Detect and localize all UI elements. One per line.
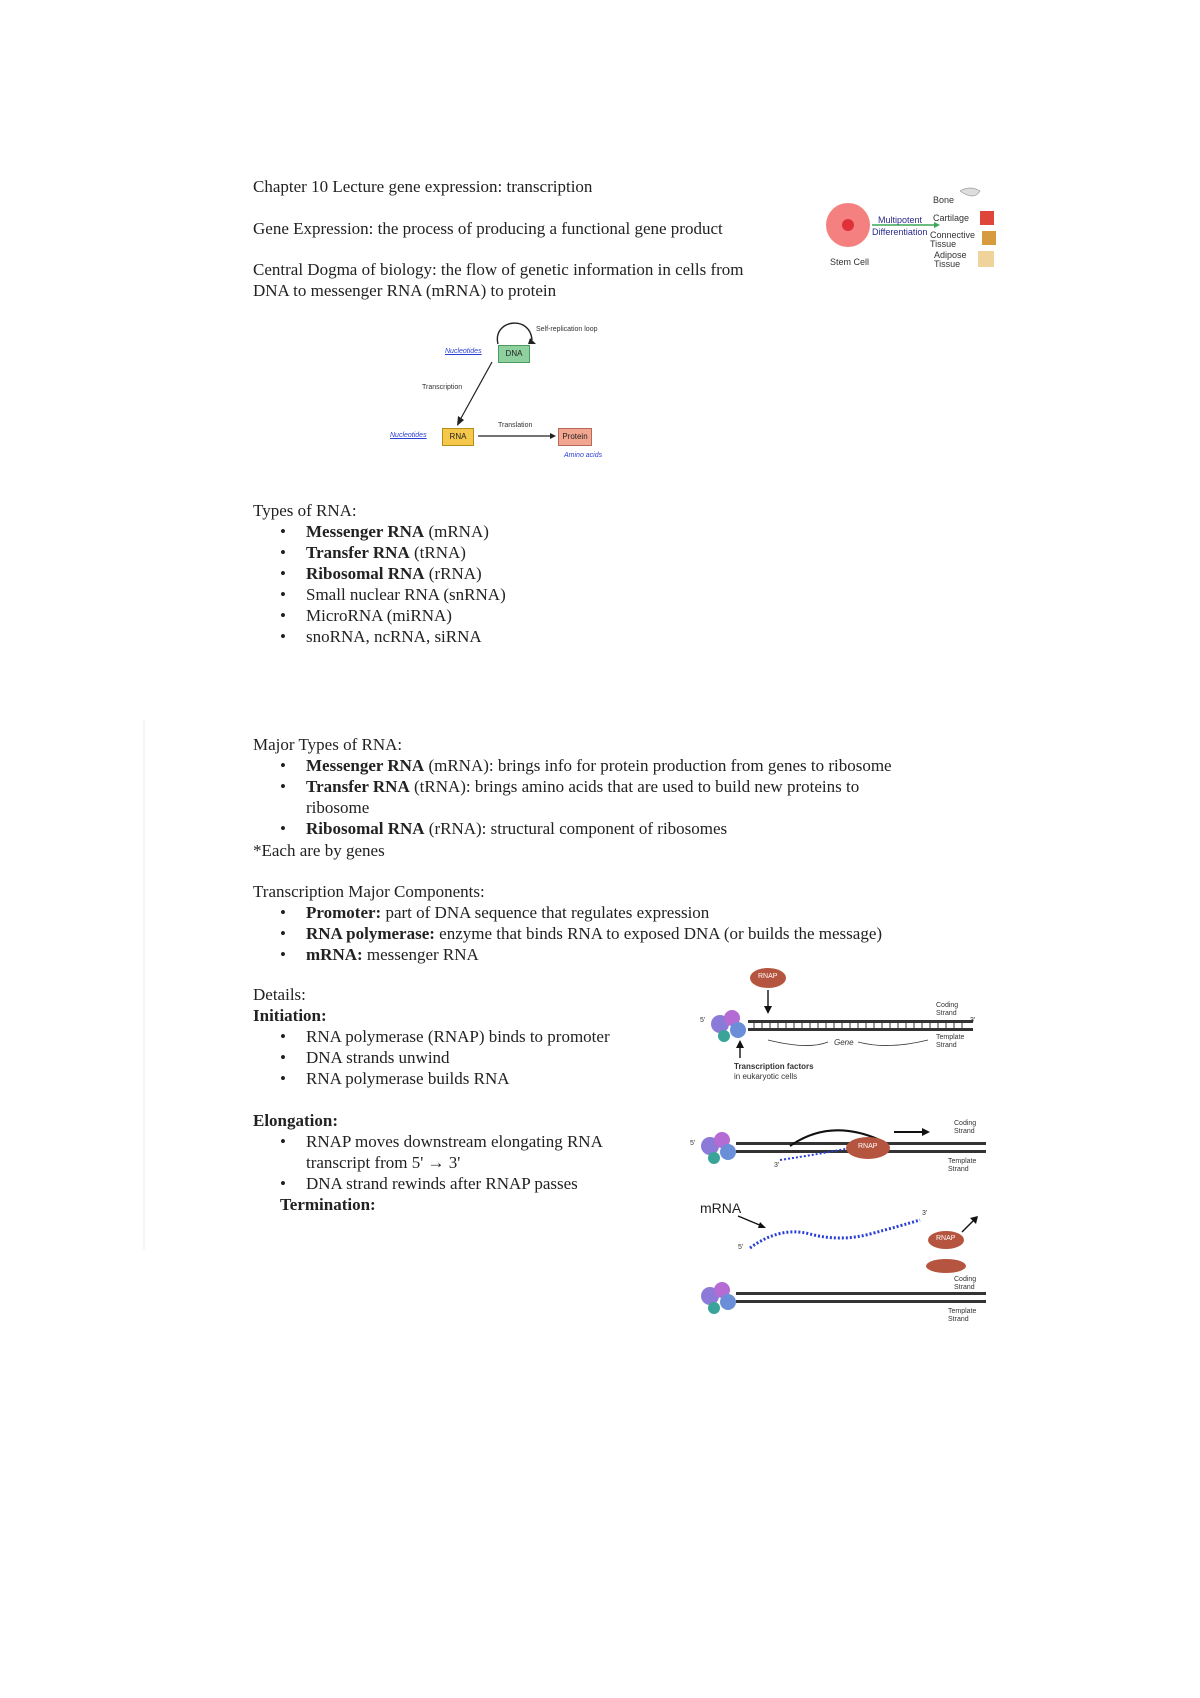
list-item: • Small nuclear RNA (snRNA) bbox=[278, 584, 506, 605]
elongation-list bbox=[278, 1131, 628, 1194]
label-stem-cell: Stem Cell bbox=[830, 257, 870, 267]
amino-acids-label[interactable]: Amino acids bbox=[564, 452, 603, 459]
details-heading: Details: bbox=[253, 985, 306, 1004]
list-item: • DNA strands unwind bbox=[278, 1047, 610, 1068]
label-differentiation: Differentiation bbox=[872, 227, 928, 237]
types-heading: Types of RNA: bbox=[253, 501, 357, 520]
dna-box: DNA bbox=[498, 345, 530, 363]
label-connective: Connective Tissue bbox=[930, 230, 976, 249]
template-strand-label: Template Strand bbox=[936, 1034, 965, 1049]
elongation-diagram bbox=[690, 1116, 990, 1180]
mrna-strand bbox=[750, 1220, 920, 1248]
elongation-heading: Elongation: bbox=[253, 1111, 339, 1130]
page-2-edge bbox=[143, 720, 145, 1250]
rnap-label: RNAP bbox=[758, 973, 778, 980]
termination-heading: Termination: bbox=[280, 1195, 376, 1214]
coding-strand-label: Coding Strand bbox=[954, 1276, 977, 1291]
three-prime-label: 3' bbox=[970, 1017, 976, 1024]
five-prime-label: 5' bbox=[738, 1244, 744, 1251]
components-heading: Transcription Major Components: bbox=[253, 882, 485, 901]
label-multipotent: Multipotent bbox=[878, 215, 923, 225]
elongation-figure bbox=[690, 1116, 990, 1180]
list-item: • mRNA: messenger RNA bbox=[278, 944, 882, 965]
termination-figure bbox=[690, 1196, 990, 1326]
components-list bbox=[278, 902, 882, 965]
page-title: Chapter 10 Lecture gene expression: transcription bbox=[253, 177, 593, 196]
protein-box: Protein bbox=[558, 428, 592, 446]
central-dogma-figure bbox=[380, 310, 620, 470]
rna-box: RNA bbox=[442, 428, 474, 446]
nucleotides-bottom-label[interactable]: Nucleotides bbox=[390, 432, 427, 439]
initiation-figure bbox=[698, 962, 978, 1090]
self-replication-loop bbox=[497, 323, 532, 344]
label-cartilage: Cartilage bbox=[933, 213, 970, 223]
template-strand-label: Template Strand bbox=[948, 1308, 977, 1323]
translation-label: Translation bbox=[498, 422, 533, 429]
mrna-label: mRNA bbox=[700, 1200, 742, 1216]
dna-template-strand bbox=[748, 1028, 973, 1031]
transcription-label: Transcription bbox=[422, 384, 463, 391]
rna-types-list bbox=[278, 521, 506, 647]
list-item: • Transfer RNA (tRNA) bbox=[278, 542, 506, 563]
list-item: • Transfer RNA (tRNA): brings amino acids that are used to build new proteins to ribosome bbox=[278, 776, 896, 818]
coding-strand-label: Coding Strand bbox=[936, 1002, 959, 1017]
adipose-tissue-icon bbox=[978, 251, 994, 267]
list-item: • DNA strand rewinds after RNAP passes bbox=[278, 1173, 628, 1194]
list-item: • RNAP moves downstream elongating RNA transcript from 5' → 3' bbox=[278, 1131, 606, 1173]
list-item: • RNA polymerase (RNAP) binds to promoter bbox=[278, 1026, 610, 1047]
list-item: • Ribosomal RNA (rRNA): structural component of ribosomes bbox=[278, 818, 938, 839]
tf-label-2: in eukaryotic cells bbox=[734, 1072, 798, 1081]
central-dogma-diagram bbox=[380, 310, 620, 470]
nucleotides-top-label[interactable]: Nucleotides bbox=[445, 348, 482, 355]
list-item: • RNA polymerase: enzyme that binds RNA to exposed DNA (or builds the message) bbox=[278, 923, 882, 944]
genes-note: *Each are by genes bbox=[253, 841, 385, 860]
initiation-heading: Initiation: bbox=[253, 1006, 327, 1025]
list-item: • snoRNA, ncRNA, siRNA bbox=[278, 626, 506, 647]
transcription-arrow bbox=[460, 362, 492, 420]
coding-strand-label: Coding Strand bbox=[954, 1120, 977, 1135]
list-item: • RNA polymerase builds RNA bbox=[278, 1068, 610, 1089]
major-types-heading: Major Types of RNA: bbox=[253, 735, 403, 754]
rna-transcript bbox=[780, 1148, 850, 1160]
list-item: • Promoter: part of DNA sequence that regulates expression bbox=[278, 902, 882, 923]
rnap-label: RNAP bbox=[858, 1143, 878, 1150]
list-item: • MicroRNA (miRNA) bbox=[278, 605, 506, 626]
tf-label: Transcription factors bbox=[734, 1062, 814, 1071]
stem-cell-nucleus bbox=[842, 219, 854, 231]
central-dogma-line-1: Central Dogma of biology: the flow of genetic information in cells from bbox=[253, 260, 744, 279]
three-prime-label: 3' bbox=[922, 1210, 928, 1217]
list-item: • Messenger RNA (mRNA): brings info for protein production from genes to ribosome bbox=[278, 755, 938, 776]
gene-label: Gene bbox=[834, 1038, 854, 1047]
gene-expression-definition: Gene Expression: the process of producing a functional gene product bbox=[253, 219, 723, 238]
cartilage-icon bbox=[980, 211, 994, 225]
dna-coding-strand bbox=[748, 1020, 973, 1023]
five-prime-label: 5' bbox=[700, 1017, 706, 1024]
major-types-list bbox=[278, 755, 938, 839]
initiation-list bbox=[278, 1026, 610, 1089]
five-prime-label: 5' bbox=[690, 1140, 696, 1147]
template-strand-label: Template Strand bbox=[948, 1158, 977, 1173]
label-adipose: Adipose Tissue bbox=[934, 250, 967, 269]
stem-cell-figure bbox=[820, 185, 1005, 275]
label-bone: Bone bbox=[933, 195, 955, 205]
self-replication-label: Self-replication loop bbox=[536, 326, 598, 333]
rnap-label: RNAP bbox=[936, 1235, 956, 1242]
connective-tissue-icon bbox=[982, 231, 996, 245]
central-dogma-line-2: DNA to messenger RNA (mRNA) to protein bbox=[253, 281, 557, 300]
bone-icon bbox=[960, 188, 980, 196]
rnap-bottom bbox=[926, 1259, 966, 1273]
three-prime-label: 3' bbox=[774, 1162, 780, 1169]
list-item: • Ribosomal RNA (rRNA) bbox=[278, 563, 506, 584]
list-item: • Messenger RNA (mRNA) bbox=[278, 521, 506, 542]
